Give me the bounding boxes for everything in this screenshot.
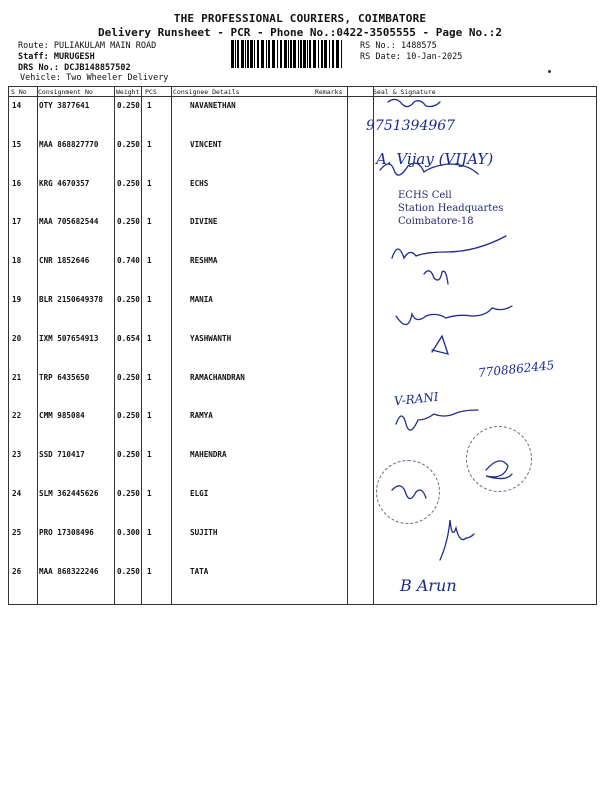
handwritten-station-hq: Station Headquartes <box>398 203 504 214</box>
row-pcs: 1 <box>147 411 152 421</box>
row-weight: 0.250 <box>117 411 140 421</box>
drs-value: DCJB148857502 <box>64 63 131 73</box>
row-consignee: TATA <box>190 566 209 576</box>
row-consignee: MAHENDRA <box>190 450 227 460</box>
row-consignee: VINCENT <box>190 139 223 149</box>
row-weight: 0.250 <box>117 450 140 460</box>
row-consignee: RESHMA <box>190 256 218 266</box>
signature-row-14 <box>388 99 440 106</box>
route-label: Route: <box>18 41 49 51</box>
row-weight: 0.300 <box>117 527 140 537</box>
row-sno: 24 <box>12 489 22 498</box>
row-consignee: SUJITH <box>190 527 218 537</box>
handwritten-vijay: A. Vijay (VIJAY) <box>376 150 494 168</box>
signature-row-20 <box>396 306 512 325</box>
row-pcs: 1 <box>147 178 152 188</box>
drs-label: DRS No.: <box>18 63 59 73</box>
row-sno: 15 <box>12 139 22 149</box>
runsheet-subtitle: Delivery Runsheet - PCR - Phone No.:0422-3505555 - Page No.:2 <box>98 26 502 39</box>
row-sno: 22 <box>12 411 22 421</box>
rs-date-label: RS Date: <box>360 52 401 62</box>
col-header-remarks: Remarks <box>315 88 343 96</box>
staff-value: MURUGESH <box>53 52 95 62</box>
row-pcs: 1 <box>147 217 152 227</box>
row-consignment-no: MAA 868322246 <box>39 566 99 576</box>
vehicle-label: Vehicle: <box>20 73 61 83</box>
row-consignment-no: MAA 868827770 <box>39 139 99 149</box>
row-consignment-no: CNR 1852646 <box>39 256 90 266</box>
row-consignment-no: SLM 362445626 <box>39 489 99 498</box>
col-header-consignment: Consignment No <box>38 88 93 96</box>
row-pcs: 1 <box>147 489 152 498</box>
col-header-consignee: Consignee Details <box>173 88 240 96</box>
row-pcs: 1 <box>147 101 152 110</box>
row-pcs: 1 <box>147 450 152 460</box>
row-consignment-no: IXM 507654913 <box>39 333 99 343</box>
row-sno: 21 <box>12 372 22 382</box>
row-consignee: RAMACHANDRAN <box>190 372 245 382</box>
row-sno: 25 <box>12 527 22 537</box>
row-consignee: ECHS <box>190 178 209 188</box>
row-consignment-no: MAA 705682544 <box>39 217 99 227</box>
row-consignment-no: PRO 17308496 <box>39 527 94 537</box>
row-weight: 0.250 <box>117 489 140 498</box>
row-sno: 18 <box>12 256 22 266</box>
staff-label: Staff: <box>18 52 49 62</box>
row-weight: 0.250 <box>117 178 140 188</box>
rs-no-label: RS No.: <box>360 41 396 51</box>
row-pcs: 1 <box>147 333 152 343</box>
row-pcs: 1 <box>147 372 152 382</box>
row-weight: 0.250 <box>117 295 140 304</box>
col-header-weight: Weight <box>116 88 140 96</box>
rubber-stamp-1 <box>466 426 532 492</box>
row-sno: 26 <box>12 566 22 576</box>
row-weight: 0.250 <box>117 217 140 227</box>
handwritten-phone-2: 7708862445 <box>477 358 555 380</box>
row-pcs: 1 <box>147 139 152 149</box>
row-weight: 0.740 <box>117 256 140 266</box>
col-header-signature: Seal & Signature <box>373 88 436 96</box>
row-consignee: DIVINE <box>190 217 218 227</box>
row-consignee: YASHWANTH <box>190 333 232 343</box>
row-pcs: 1 <box>147 566 152 576</box>
signature-row-22 <box>396 410 478 430</box>
vehicle-value: Two Wheeler Delivery <box>66 73 169 83</box>
row-weight: 0.250 <box>117 566 140 576</box>
handwritten-echs-cell: ECHS Cell <box>398 190 452 201</box>
handwritten-b-arun: B Arun <box>400 576 457 595</box>
signature-row-20b <box>432 336 448 354</box>
row-weight: 0.250 <box>117 139 140 149</box>
row-pcs: 1 <box>147 527 152 537</box>
row-sno: 23 <box>12 450 22 460</box>
row-sno: 17 <box>12 217 22 227</box>
row-consignment-no: OTY 3877641 <box>39 101 90 110</box>
row-weight: 0.250 <box>117 101 140 110</box>
row-consignee: ELGI <box>190 489 209 498</box>
row-consignment-no: SSD 710417 <box>39 450 85 460</box>
row-sno: 14 <box>12 101 22 110</box>
rs-no-value: 1488575 <box>400 41 437 51</box>
row-sno: 16 <box>12 178 22 188</box>
row-pcs: 1 <box>147 256 152 266</box>
row-consignee: MANIA <box>190 295 213 304</box>
row-consignment-no: TRP 6435650 <box>39 372 90 382</box>
row-pcs: 1 <box>147 295 152 304</box>
route-value: PULIAKULAM MAIN ROAD <box>53 41 157 51</box>
row-consignment-no: CMM 985084 <box>39 411 85 421</box>
row-consignment-no: KRG 4670357 <box>39 178 90 188</box>
company-title: THE PROFESSIONAL COURIERS, COIMBATORE <box>173 12 427 25</box>
col-header-pcs: PCS <box>145 88 157 96</box>
signature-row-25 <box>440 520 474 560</box>
handwritten-coimbatore: Coimbatore-18 <box>398 216 474 227</box>
handwritten-v-rani: V-RANI <box>393 389 440 409</box>
rs-date-value: 10-Jan-2025 <box>406 52 463 62</box>
row-consignment-no: BLR 2150649378 <box>39 295 104 304</box>
row-consignee: NAVANETHAN <box>190 101 236 110</box>
row-sno: 20 <box>12 333 22 343</box>
signature-row-19 <box>424 271 448 284</box>
row-consignee: RAMYA <box>190 411 213 421</box>
col-header-sno: S No <box>11 88 27 96</box>
row-sno: 19 <box>12 295 22 304</box>
row-weight: 0.654 <box>117 333 140 343</box>
handwritten-phone-1: 9751394967 <box>366 118 456 134</box>
signature-row-18 <box>392 236 506 258</box>
rubber-stamp-2 <box>376 460 440 524</box>
row-weight: 0.250 <box>117 372 140 382</box>
